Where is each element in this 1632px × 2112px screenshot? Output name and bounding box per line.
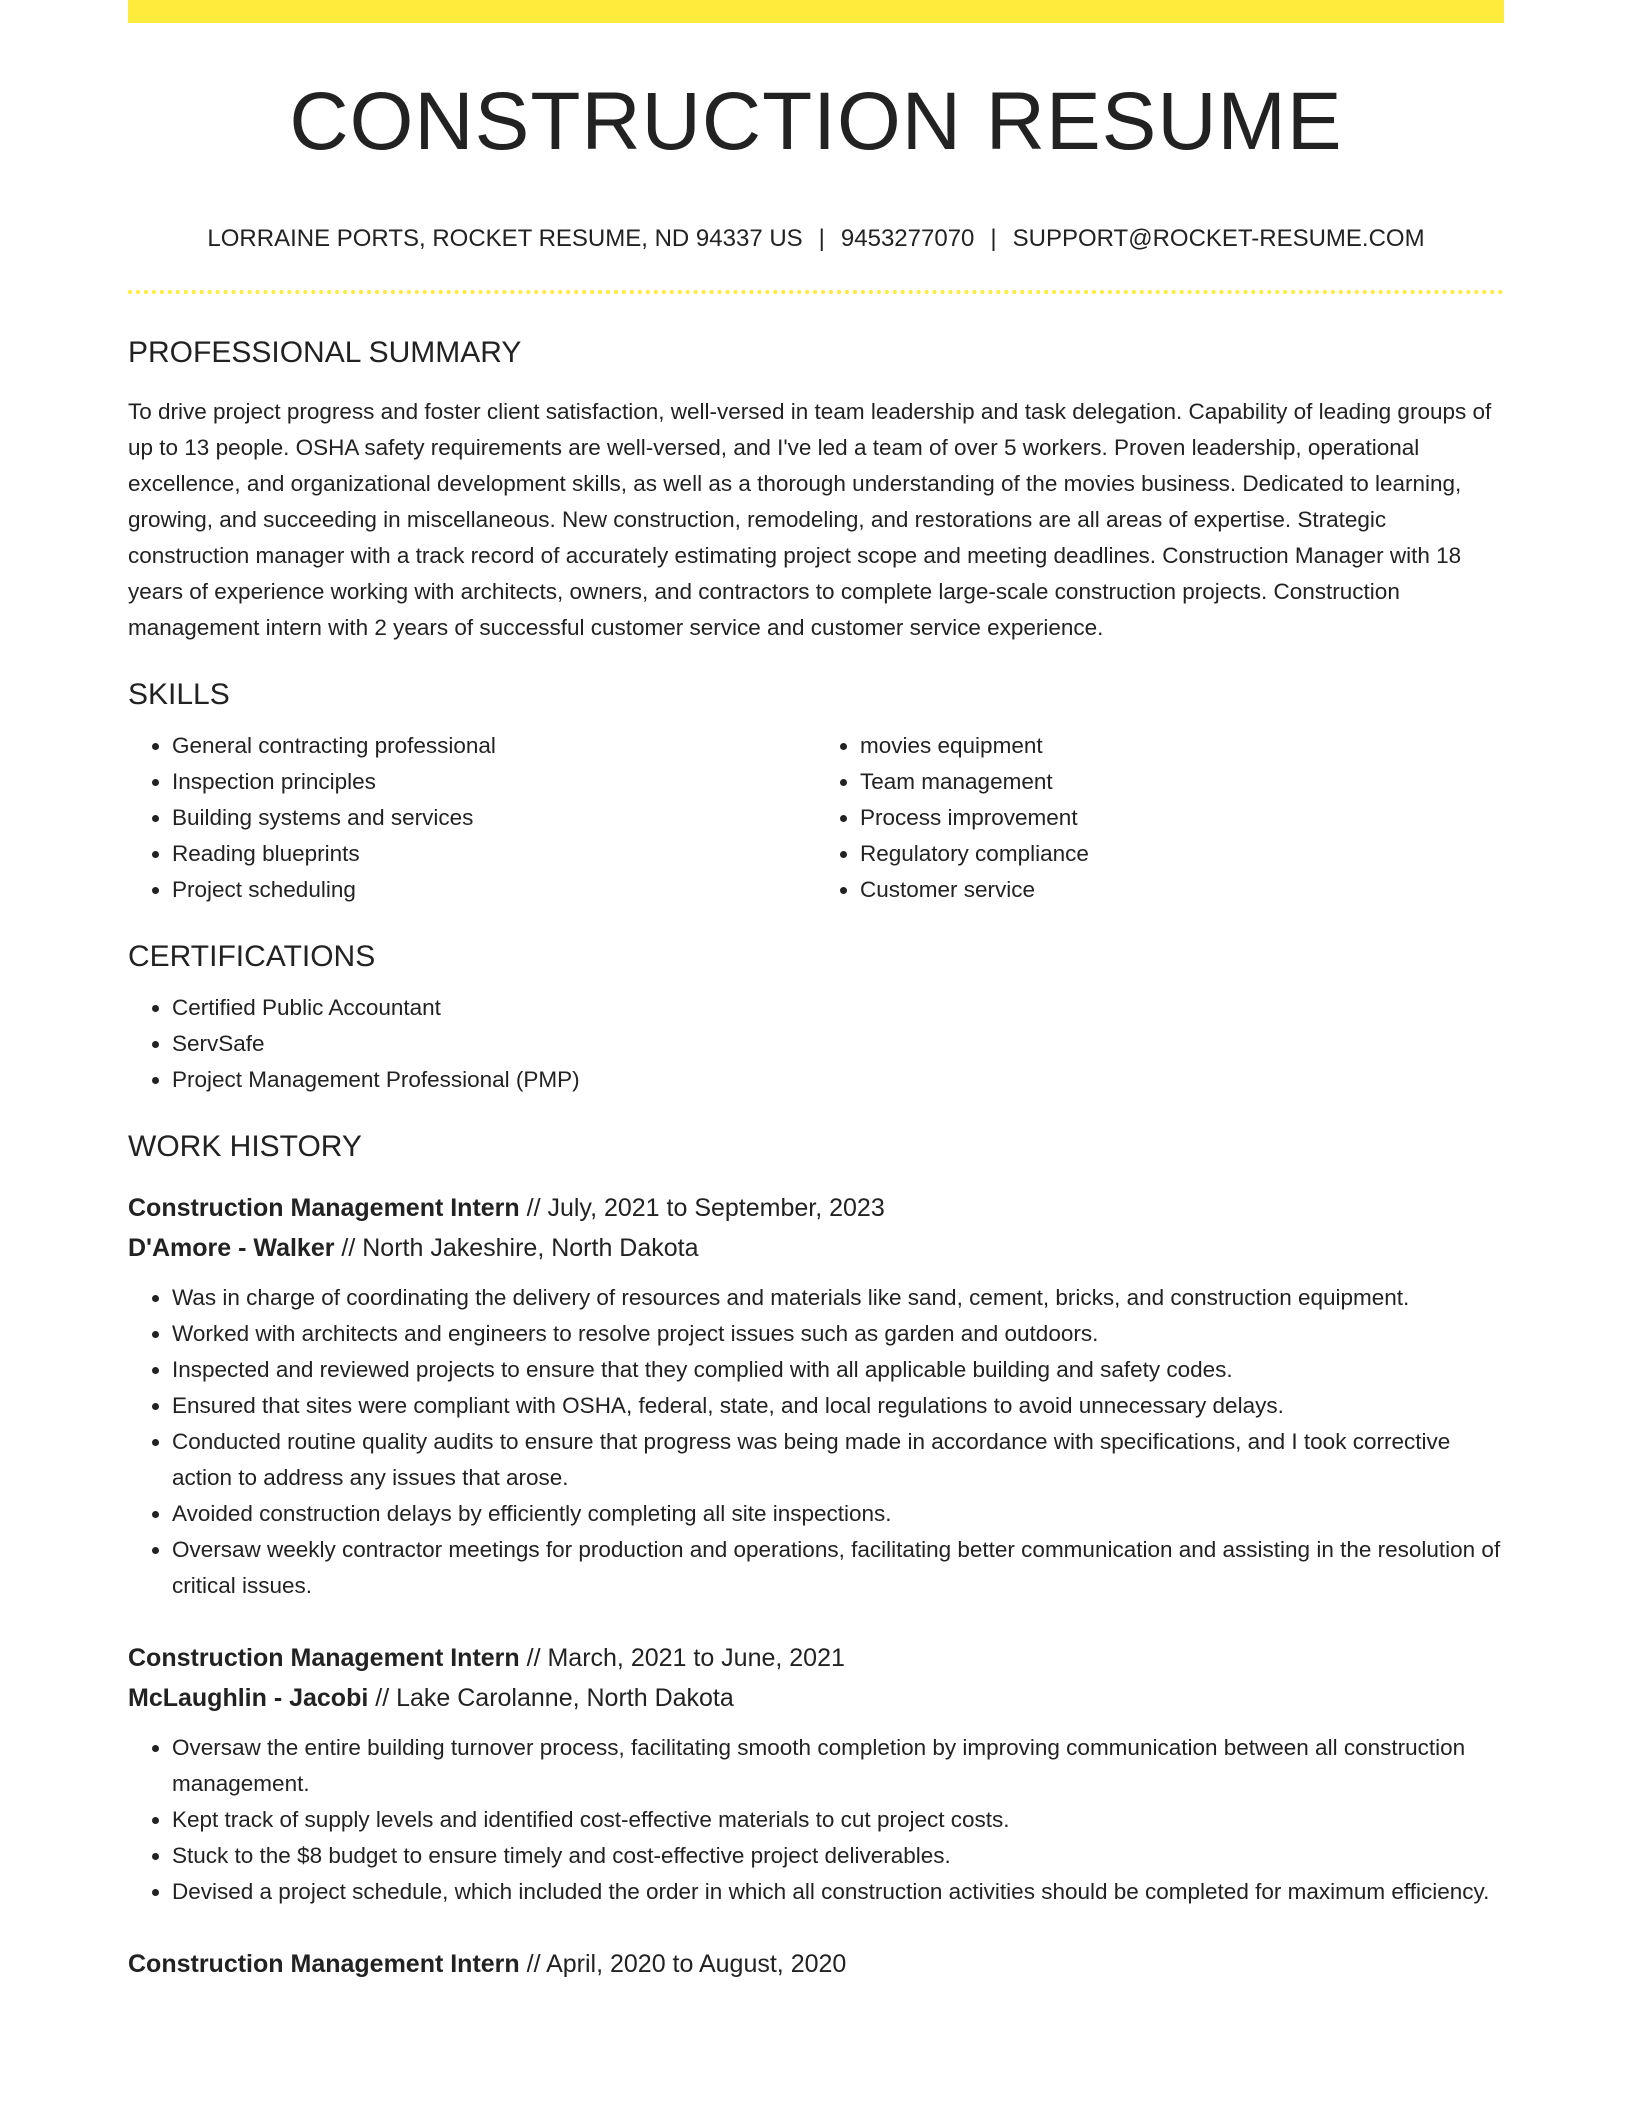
certification-item: • Certified Public Accountant [172,990,1504,1026]
skill-item: • movies equipment [860,728,1504,764]
job-title: Construction Management Intern [128,1193,520,1222]
job-bullets [128,1730,1504,1910]
job-bullet: • Oversaw the entire building turnover process, facilitating smooth completion by improving communication between all construction management. [172,1730,1504,1802]
contact-phone: 9453277070 [840,225,975,252]
job-bullets [128,1280,1504,1604]
resume-page [128,0,1504,1984]
job-bullet: • Avoided construction delays by efficiently completing all site inspections. [172,1496,1504,1532]
job-title: Construction Management Intern [128,1949,520,1978]
job-location: // North Jakeshire, North Dakota [334,1233,699,1262]
certifications-heading: CERTIFICATIONS [128,939,376,973]
skill-item: • Inspection principles [172,764,816,800]
job-company-line [128,1678,1504,1718]
skill-item: • Project scheduling [172,872,816,908]
job-bullet: • Was in charge of coordinating the delivery of resources and materials like sand, cement, bricks, and construction equipment. [172,1280,1504,1316]
skill-item: • Regulatory compliance [860,836,1504,872]
job-title-line [128,1944,1504,1984]
certifications-list [128,990,1504,1098]
skills-list-left [128,728,816,908]
job-bullet: • Ensured that sites were compliant with OSHA, federal, state, and local regulations to avoid unnecessary delays. [172,1388,1504,1424]
certification-item: • Project Management Professional (PMP) [172,1062,1504,1098]
job-title-line [128,1188,1504,1228]
job-title: Construction Management Intern [128,1643,520,1672]
job-bullet: • Oversaw weekly contractor meetings for production and operations, facilitating better communication and assisting in the resolution of critical issues. [172,1532,1504,1604]
contact-email: SUPPORT@ROCKET-RESUME.COM [1012,225,1425,252]
accent-top-bar [128,0,1504,23]
skill-item: • Customer service [860,872,1504,908]
job-entry [128,1188,1504,1604]
skills-heading: SKILLS [128,677,230,711]
job-entry [128,1638,1504,1910]
certification-item: • ServSafe [172,1026,1504,1062]
contact-address: LORRAINE PORTS, ROCKET RESUME, ND 94337 US [207,225,803,252]
skill-item: • Building systems and services [172,800,816,836]
job-dates: // April, 2020 to August, 2020 [519,1949,847,1978]
skills-grid [128,728,1504,908]
skill-item: • Process improvement [860,800,1504,836]
skills-list-right [816,728,1504,908]
skill-item: • Team management [860,764,1504,800]
contact-separator: | [818,225,825,252]
skill-item: • Reading blueprints [172,836,816,872]
job-dates: // July, 2021 to September, 2023 [519,1193,885,1222]
job-company: McLaughlin - Jacobi [128,1683,369,1712]
job-title-line [128,1638,1504,1678]
contact-line [128,225,1504,254]
job-bullet: • Stuck to the $8 budget to ensure timely and cost-effective project deliverables. [172,1838,1504,1874]
job-bullet: • Kept track of supply levels and identified cost-effective materials to cut project costs. [172,1802,1504,1838]
job-location: // Lake Carolanne, North Dakota [368,1683,734,1712]
page-title: CONSTRUCTION RESUME [289,76,1343,167]
skill-item: • General contracting professional [172,728,816,764]
job-bullet: • Inspected and reviewed projects to ensure that they complied with all applicable building and safety codes. [172,1352,1504,1388]
job-bullet: • Worked with architects and engineers to resolve project issues such as garden and outdoors. [172,1316,1504,1352]
job-bullet: • Devised a project schedule, which included the order in which all construction activities should be completed for maximum efficiency. [172,1874,1504,1910]
job-bullet: • Conducted routine quality audits to ensure that progress was being made in accordance with specifications, and I took corrective action to address any issues that arose. [172,1424,1504,1496]
job-company: D'Amore - Walker [128,1233,335,1262]
work-history-heading: WORK HISTORY [128,1129,362,1163]
job-company-line [128,1228,1504,1268]
summary-heading: PROFESSIONAL SUMMARY [128,335,522,369]
job-entry [128,1944,1504,1984]
job-dates: // March, 2021 to June, 2021 [519,1643,845,1672]
divider [128,290,1504,294]
contact-separator: | [990,225,997,252]
summary-text: To drive project progress and foster client satisfaction, well-versed in team leadership and task delegation. Capability of leading groups of up to 13 people. OSHA safety requirements are well-versed, and I've led a team of over 5 workers. Proven leadership, operational excellence, and organizational development skills, as well as a thorough understanding of the movies business. Dedicated to learning, growing, and succeeding in miscellaneous. New construction, remodeling, and restorations are all areas of expertise. Strategic construction manager with a track record of accurately estimating project scope and meeting deadlines. Construction Manager with 18 years of experience working with architects, owners, and contractors to complete large-scale construction projects. Construction management intern with 2 years of successful customer service and customer service experience. [128,398,1492,640]
